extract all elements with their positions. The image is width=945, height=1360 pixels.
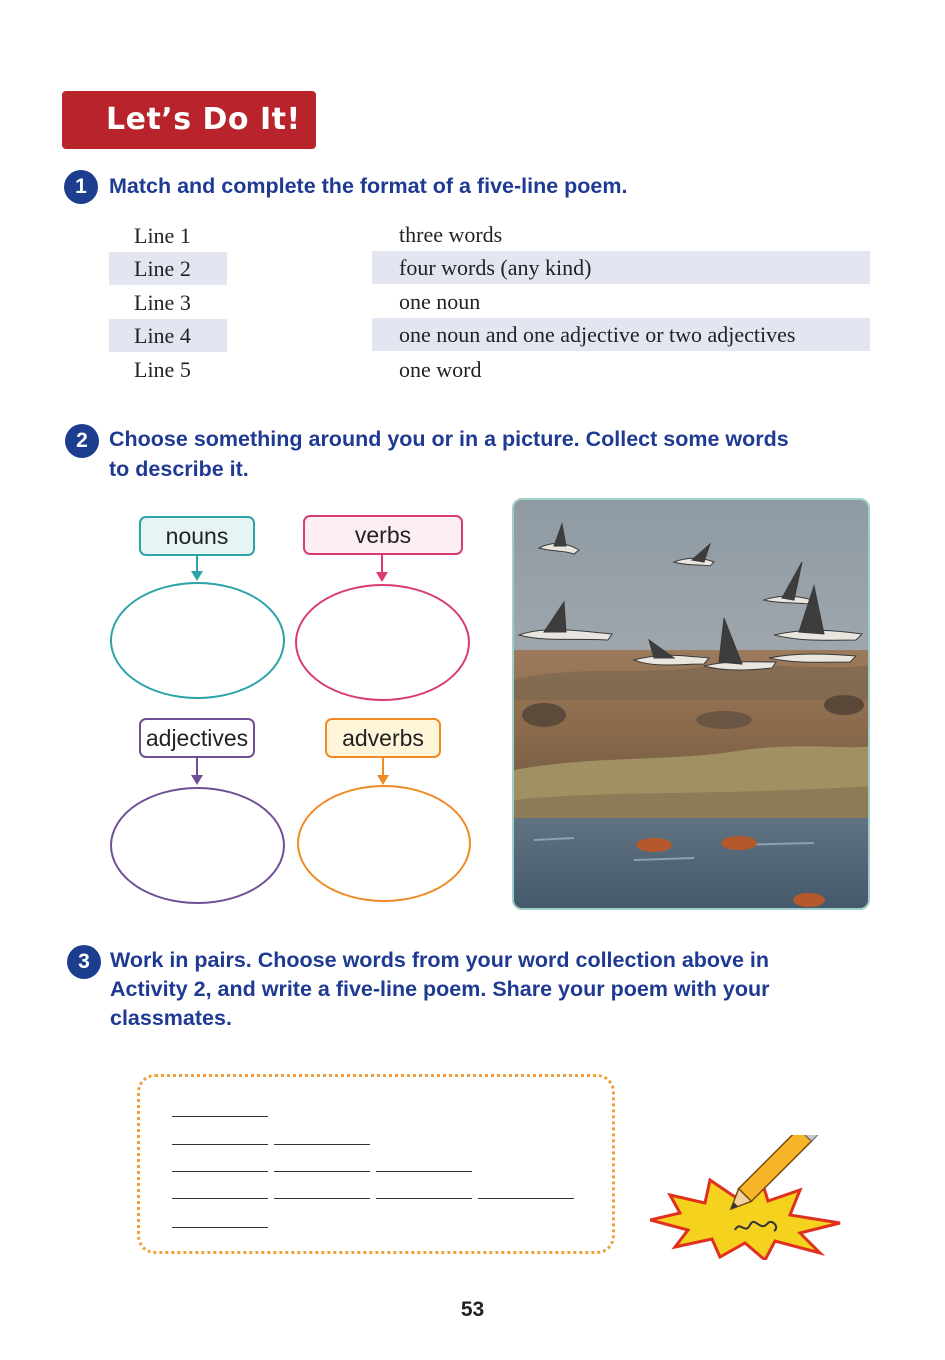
adverbs-arrow — [375, 758, 391, 786]
geese-wetland-photo — [512, 498, 870, 910]
format-description: three words — [399, 222, 503, 247]
nouns-label: nouns — [139, 516, 255, 556]
adjectives-arrow — [189, 758, 205, 786]
adverbs-answer-oval[interactable] — [297, 785, 471, 902]
activity-2-number: 2 — [65, 424, 99, 458]
activity-1-number: 1 — [64, 170, 98, 204]
activity-1-instruction: Match and complete the format of a five-line poem. — [109, 174, 628, 198]
line-label: Line 5 — [134, 357, 191, 382]
format-description: one noun — [399, 289, 481, 314]
adjectives-label: adjectives — [139, 718, 255, 758]
format-description: four words (any kind) — [372, 251, 870, 284]
line-label: Line 2 — [109, 252, 227, 285]
line-label: Line 3 — [134, 290, 191, 315]
activity-3-instruction-line-3: classmates. — [110, 1006, 232, 1030]
line-label: Line 4 — [109, 319, 227, 352]
format-description: one noun and one adjective or two adjectives — [372, 318, 870, 351]
nouns-arrow — [189, 556, 205, 582]
verbs-arrow — [374, 555, 390, 583]
activity-3-instruction-line-2: Activity 2, and write a five-line poem. Share your poem with your — [110, 977, 770, 1001]
format-description: one word — [399, 357, 482, 382]
section-banner: Let’s Do It! — [62, 91, 316, 149]
adverbs-label: adverbs — [325, 718, 441, 758]
line-label: Line 1 — [134, 223, 191, 248]
page-number: 53 — [460, 1298, 485, 1321]
adjectives-answer-oval[interactable] — [110, 787, 285, 904]
verbs-answer-oval[interactable] — [295, 584, 470, 701]
activity-2-instruction-line-1: Choose something around you or in a picture. Collect some words — [109, 427, 789, 451]
pencil-writing-icon — [650, 1135, 842, 1260]
activity-3-number: 3 — [67, 945, 101, 979]
verbs-label: verbs — [303, 515, 463, 555]
activity-2-instruction-line-2: to describe it. — [109, 457, 249, 481]
activity-3-instruction-line-1: Work in pairs. Choose words from your word collection above in — [110, 948, 770, 972]
nouns-answer-oval[interactable] — [110, 582, 285, 699]
